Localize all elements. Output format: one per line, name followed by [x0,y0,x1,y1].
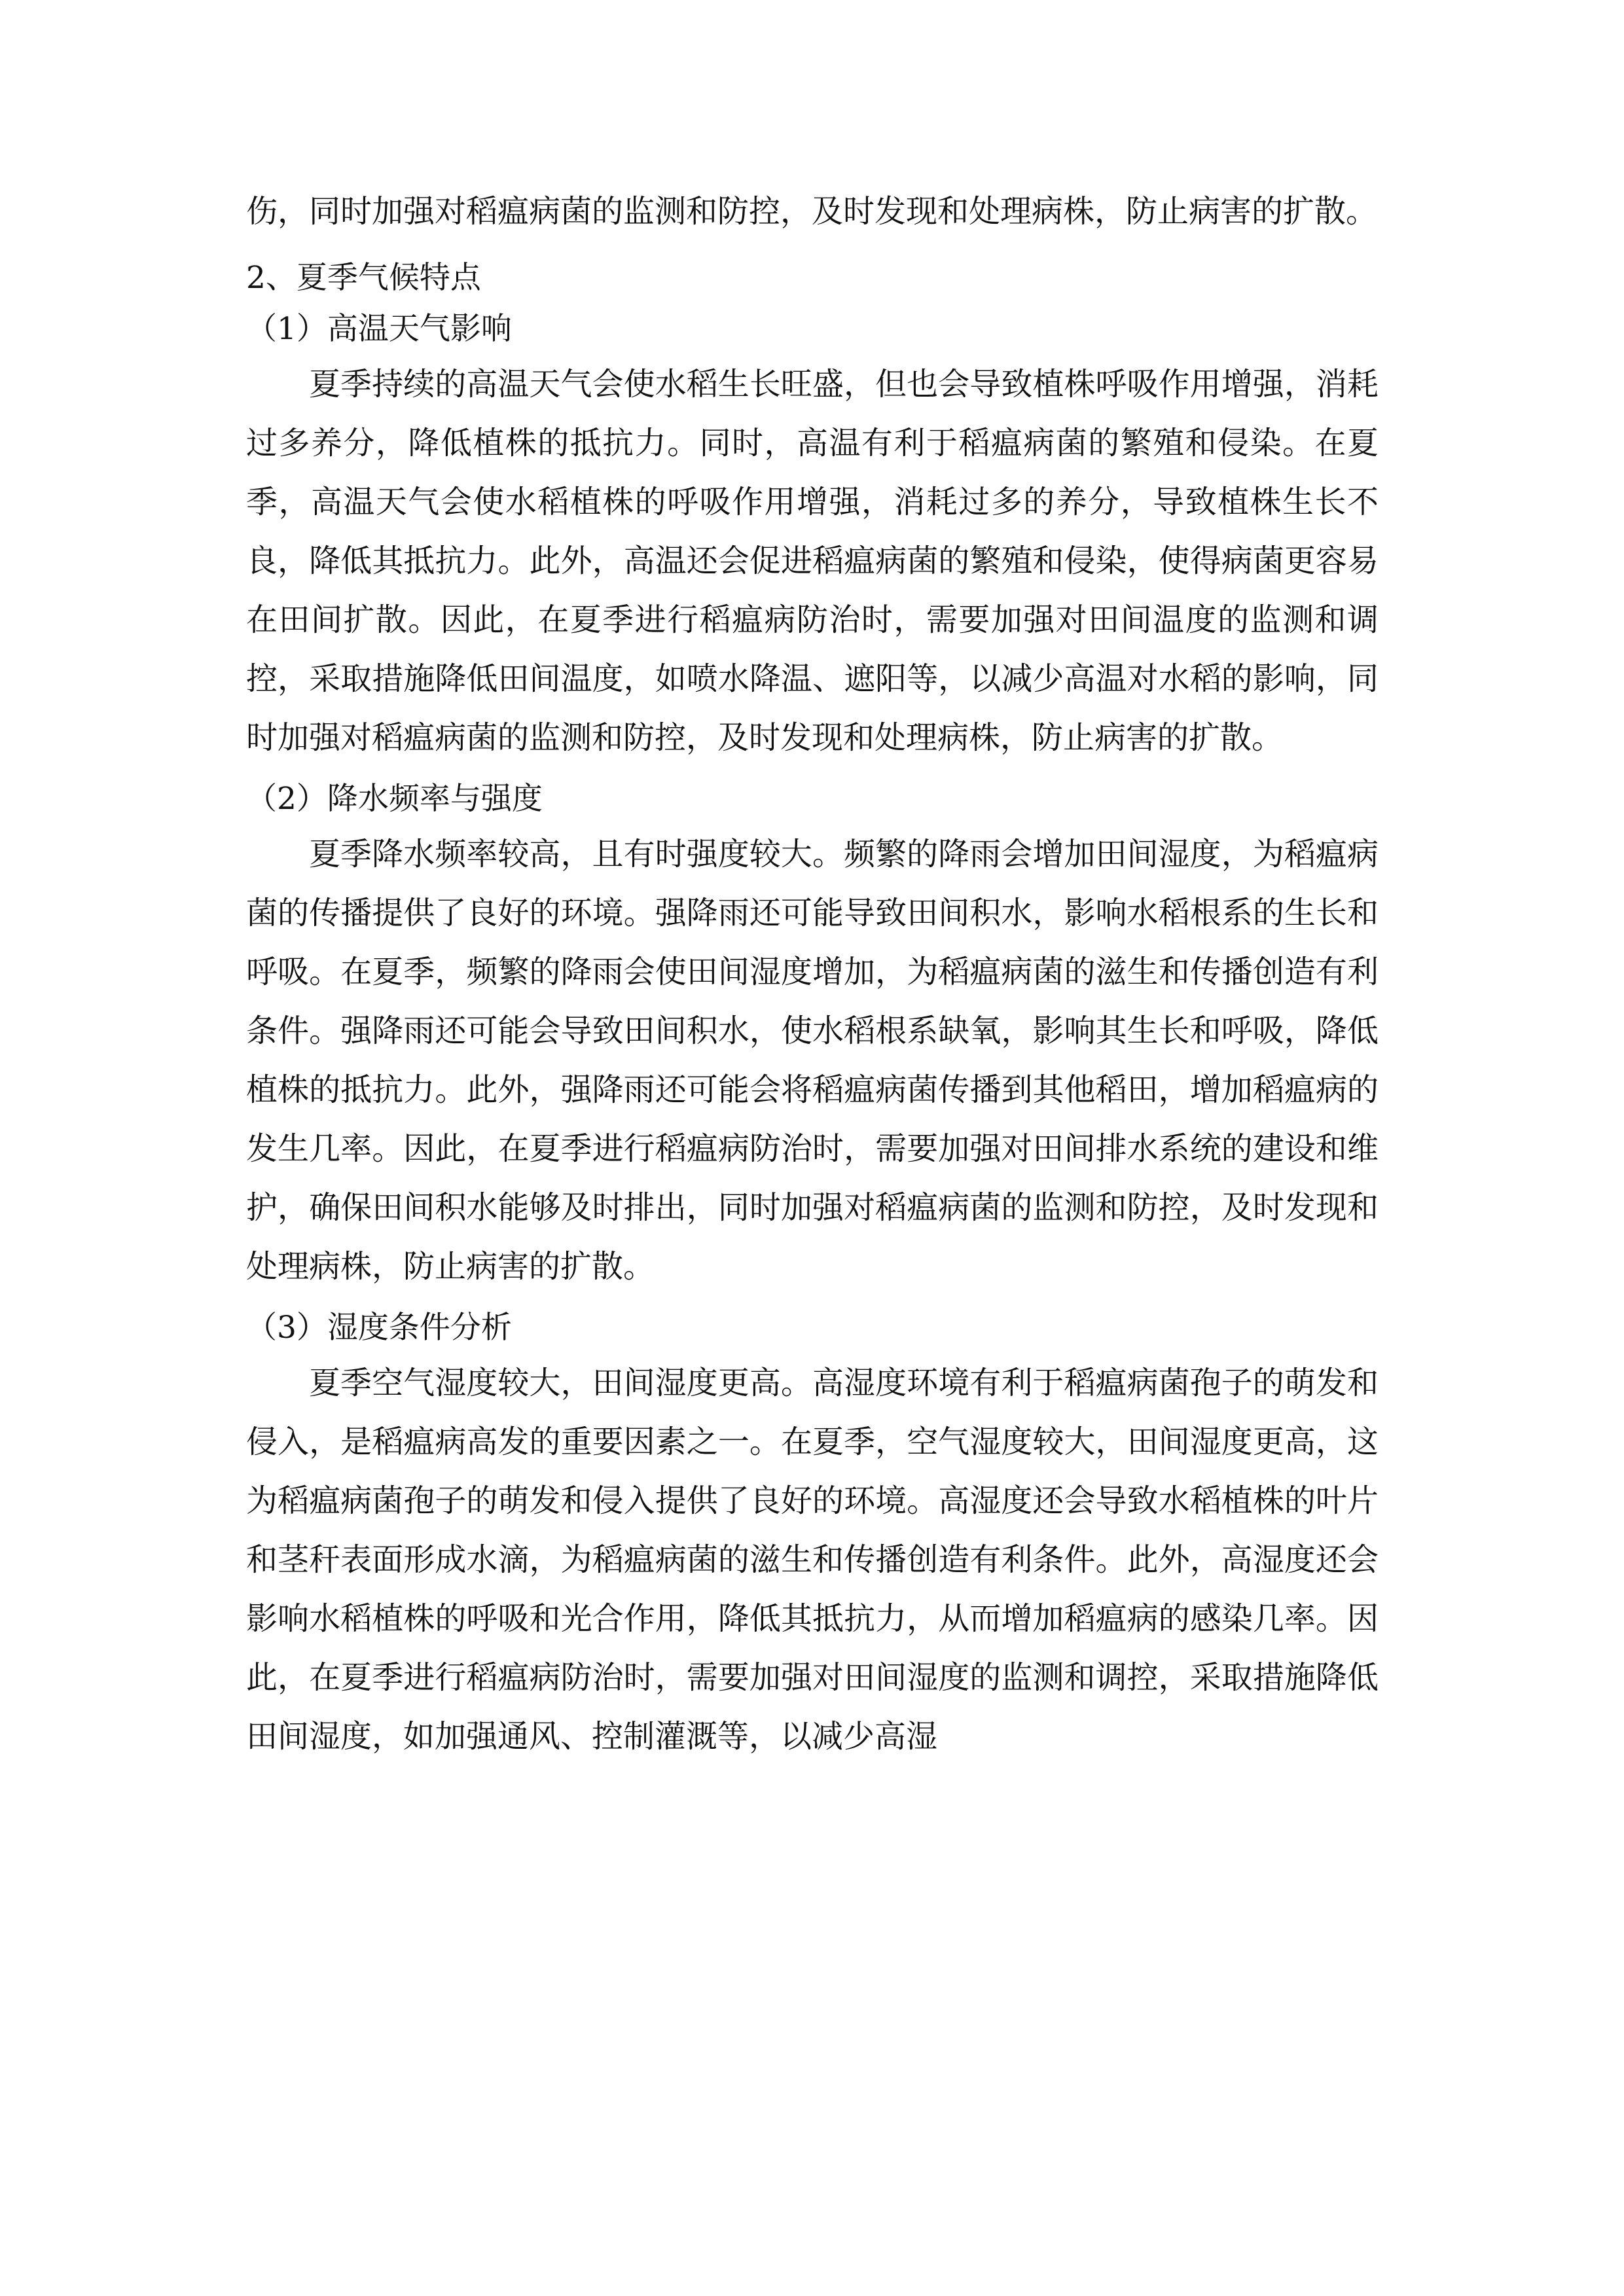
subsection-paragraph-humidity: 夏季空气湿度较大，田间湿度更高。高湿度环境有利于稻瘟病菌孢子的萌发和侵入，是稻瘟病高发的重要因素之一。在夏季，空气湿度较大，田间湿度更高，这为稻瘟病菌孢子的萌发和侵入提供了良好的环境。高湿度还会导致水稻植株的叶片和茎秆表面形成水滴，为稻瘟病菌的滋生和传播创造有利条件。此外，高湿度还会影响水稻植株的呼吸和光合作用，降低其抵抗力，从而增加稻瘟病的感染几率。因此，在夏季进行稻瘟病防治时，需要加强对田间湿度的监测和调控，采取措施降低田间湿度，如加强通风、控制灌溉等，以减少高湿 [246,1365,1379,1755]
subsection-heading-precipitation: （2）降水频率与强度 [246,781,543,817]
section-heading: 2、夏季气候特点 [246,260,481,296]
subsection-paragraph-precipitation: 夏季降水频率较高，且有时强度较大。频繁的降雨会增加田间湿度，为稻瘟病菌的传播提供了良好的环境。强降雨还可能导致田间积水，影响水稻根系的生长和呼吸。在夏季，频繁的降雨会使田间湿度增加，为稻瘟病菌的滋生和传播创造有利条件。强降雨还可能会导致田间积水，使水稻根系缺氧，影响其生长和呼吸，降低植株的抵抗力。此外，强降雨还可能会将稻瘟病菌传播到其他稻田，增加稻瘟病的发生几率。因此，在夏季进行稻瘟病防治时，需要加强对田间排水系统的建设和维护，确保田间积水能够及时排出，同时加强对稻瘟病菌的监测和防控，及时发现和处理病株，防止病害的扩散。 [246,836,1379,1285]
subsection-paragraph-high-temperature: 夏季持续的高温天气会使水稻生长旺盛，但也会导致植株呼吸作用增强，消耗过多养分，降低植株的抵抗力。同时，高温有利于稻瘟病菌的繁殖和侵染。在夏季，高温天气会使水稻植株的呼吸作用增强，消耗过多的养分，导致植株生长不良，降低其抵抗力。此外，高温还会促进稻瘟病菌的繁殖和侵染，使得病菌更容易在田间扩散。因此，在夏季进行稻瘟病防治时，需要加强对田间温度的监测和调控，采取措施降低田间温度，如喷水降温、遮阳等，以减少高温对水稻的影响，同时加强对稻瘟病菌的监测和防控，及时发现和处理病株，防止病害的扩散。 [246,366,1379,756]
paragraph-spacer [246,1296,1379,1302]
document-body [246,182,1379,1766]
subsection-heading-humidity: （3）湿度条件分析 [246,1310,512,1346]
paragraph-spacer [246,767,1379,774]
subsection-heading-high-temperature: （1）高温天气影响 [246,311,512,347]
paragraph-spacer [246,241,1379,253]
continuation-paragraph: 伤，同时加强对稻瘟病菌的监测和防控，及时发现和处理病株，防止病害的扩散。 [246,193,1378,230]
